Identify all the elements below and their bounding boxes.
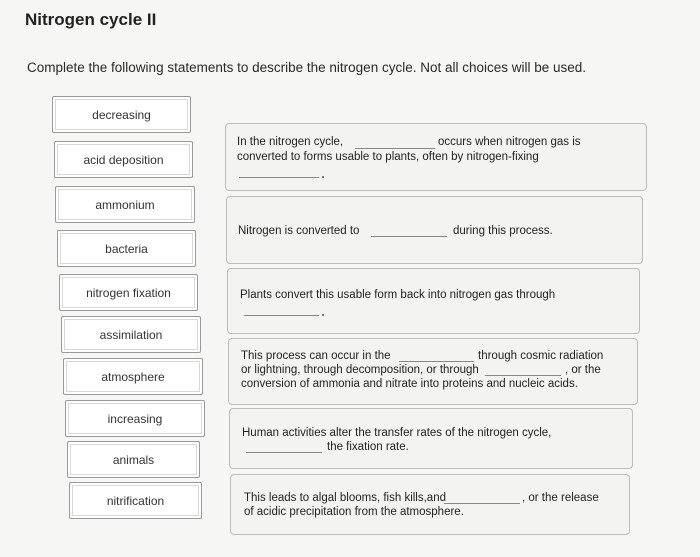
statement-4-text-b: through cosmic radiation [478, 350, 604, 362]
statement-6-text-c: of acidic precipitation from the atmosphere. [244, 506, 464, 518]
choice-atmosphere[interactable]: atmosphere [63, 358, 203, 395]
statement-card-4 [228, 338, 638, 405]
statement-4-text-c: or lightning, through decomposition, or through [241, 364, 479, 376]
drop-target-1a[interactable] [355, 148, 435, 149]
drop-target-2[interactable] [371, 236, 447, 237]
drop-target-4b[interactable] [485, 375, 561, 376]
statement-3-period [322, 314, 324, 316]
choice-bacteria[interactable]: bacteria [57, 230, 196, 267]
statement-card-1 [225, 123, 647, 191]
choice-ammonium[interactable]: ammonium [55, 186, 195, 223]
statement-2-text-b: during this process. [453, 225, 553, 237]
statement-4-text-e: conversion of ammonia and nitrate into proteins and nucleic acids. [241, 378, 578, 390]
statement-5-text-b: the fixation rate. [327, 441, 409, 453]
statement-card-3 [227, 268, 640, 334]
statement-5-text-a: Human activities alter the transfer rates of the nitrogen cycle, [242, 427, 552, 439]
drop-target-4a[interactable] [399, 361, 474, 362]
choice-animals[interactable]: animals [67, 441, 200, 478]
choice-acid-deposition[interactable]: acid deposition [54, 141, 193, 178]
statement-4-text-d: , or the [565, 364, 601, 376]
choice-increasing[interactable]: increasing [65, 400, 205, 437]
instructions: Complete the following statements to describe the nitrogen cycle. Not all choices will be used. [27, 60, 587, 75]
statement-6-text-a: This leads to algal blooms, fish kills,and [244, 492, 446, 504]
choice-nitrification[interactable]: nitrification [69, 482, 202, 519]
statement-6-text-b: , or the release [522, 492, 599, 504]
statement-4-text-a: This process can occur in the [241, 350, 391, 362]
choice-assimilation[interactable]: assimilation [61, 316, 201, 353]
statement-1-text-a: In the nitrogen cycle, [237, 136, 344, 148]
statement-1-text-b: occurs when nitrogen gas is [438, 136, 581, 148]
choice-nitrogen-fixation[interactable]: nitrogen fixation [59, 274, 198, 311]
statement-3-text-a: Plants convert this usable form back into nitrogen gas through [240, 289, 556, 301]
drop-target-3[interactable] [244, 315, 319, 316]
statement-1-text-c: converted to forms usable to plants, often by nitrogen-fixing [237, 151, 539, 163]
statement-1-period [322, 176, 324, 178]
choice-decreasing[interactable]: decreasing [52, 96, 191, 133]
drop-target-1b[interactable] [239, 177, 319, 178]
page-title: Nitrogen cycle II [25, 10, 157, 29]
drop-target-6[interactable] [444, 503, 520, 504]
statement-card-2 [226, 196, 643, 264]
statement-2-text-a: Nitrogen is converted to [238, 225, 360, 237]
statement-card-5 [229, 408, 633, 469]
statement-card-6 [230, 474, 630, 535]
drop-target-5[interactable] [246, 452, 322, 453]
